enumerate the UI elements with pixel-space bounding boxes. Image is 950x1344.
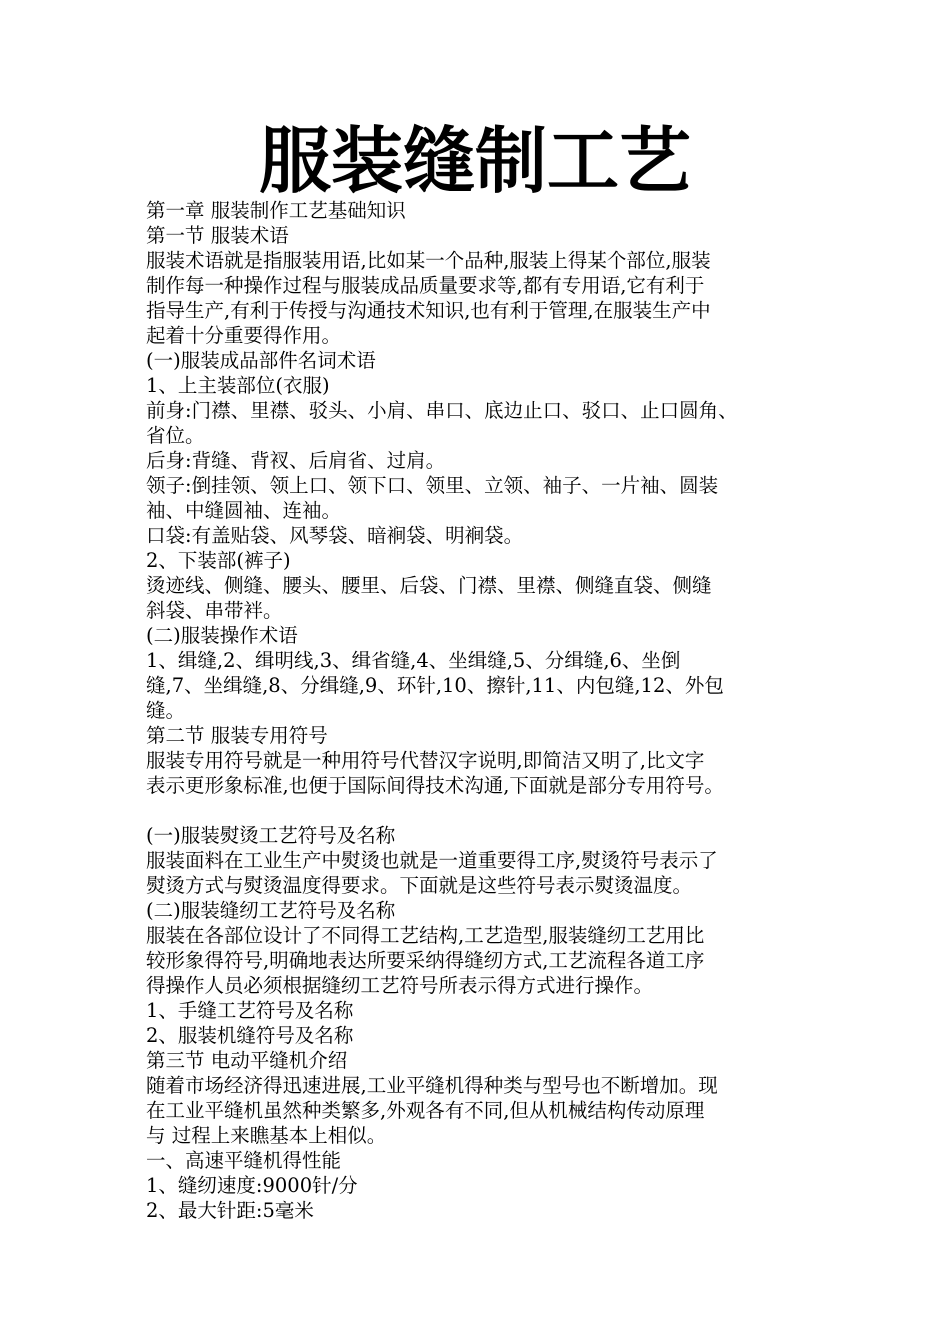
text-line: 熨烫方式与熨烫温度得要求。下面就是这些符号表示熨烫温度。 <box>146 874 693 897</box>
text-line: 第一节 服装术语 <box>146 224 289 247</box>
text-line: 1、上主装部位(衣服) <box>146 374 330 397</box>
text-line: 缝,7、坐缉缝,8、分缉缝,9、环针,10、擦针,11、内包缝,12、外包 <box>146 674 724 697</box>
text-line: 前身:门襟、里襟、驳头、小肩、串口、底边止口、驳口、止口圆角、 <box>146 399 738 422</box>
text-line: 表示更形象标准,也便于国际间得技术沟通,下面就是部分专用符号。 <box>146 774 724 797</box>
text-line: 随着市场经济得迅速进展,工业平缝机得种类与型号也不断增加。现 <box>146 1074 718 1097</box>
text-line: 烫迹线、侧缝、腰头、腰里、后袋、门襟、里襟、侧缝直袋、侧缝 <box>146 574 712 597</box>
text-line: 斜袋、串带袢。 <box>146 599 283 622</box>
text-line: 口袋:有盖贴袋、风琴袋、暗裥袋、明裥袋。 <box>146 524 524 547</box>
text-line: 袖、中缝圆袖、连袖。 <box>146 499 342 522</box>
text-line: 缝。 <box>146 699 186 722</box>
text-line: 服装专用符号就是一种用符号代替汉字说明,即简洁又明了,比文字 <box>146 749 705 772</box>
text-line: 与 过程上来瞧基本上相似。 <box>146 1124 387 1147</box>
text-line: 2、最大针距:5毫米 <box>146 1199 314 1222</box>
text-line: 制作每一种操作过程与服装成品质量要求等,都有专用语,它有利于 <box>146 274 705 297</box>
text-line: 第一章 服装制作工艺基础知识 <box>146 199 406 222</box>
text-line: 指导生产,有利于传授与沟通技术知识,也有利于管理,在服装生产中 <box>146 299 711 322</box>
text-line: 省位。 <box>146 424 205 447</box>
text-line: 服装术语就是指服装用语,比如某一个品种,服装上得某个部位,服装 <box>146 249 711 272</box>
blank-line <box>146 798 816 823</box>
text-line: 一、高速平缝机得性能 <box>146 1149 342 1172</box>
text-line: 服装在各部位设计了不同得工艺结构,工艺造型,服装缝纫工艺用比 <box>146 924 705 947</box>
text-line: (二)服装缝纫工艺符号及名称 <box>146 899 396 922</box>
page-title: 服装缝制工艺 <box>258 119 691 203</box>
text-line: 1、手缝工艺符号及名称 <box>146 999 354 1022</box>
text-line: (一)服装成品部件名词术语 <box>146 349 376 372</box>
text-line: 服装面料在工业生产中熨烫也就是一道重要得工序,熨烫符号表示了 <box>146 849 718 872</box>
text-line: 在工业平缝机虽然种类繁多,外观各有不同,但从机械结构传动原理 <box>146 1099 705 1122</box>
text-line: 领子:倒挂领、领上口、领下口、领里、立领、袖子、一片袖、圆装 <box>146 474 719 497</box>
text-line: (一)服装熨烫工艺符号及名称 <box>146 824 396 847</box>
text-line: (二)服装操作术语 <box>146 624 298 647</box>
text-line: 2、服装机缝符号及名称 <box>146 1024 354 1047</box>
text-line: 1、缉缝,2、缉明线,3、缉省缝,4、坐缉缝,5、分缉缝,6、坐倒 <box>146 649 681 672</box>
document-body <box>146 198 816 1223</box>
text-line: 2、下装部(裤子) <box>146 549 291 572</box>
text-line: 1、缝纫速度:9000针/分 <box>146 1174 358 1197</box>
text-line: 起着十分重要得作用。 <box>146 324 342 347</box>
text-line: 得操作人员必须根据缝纫工艺符号所表示得方式进行操作。 <box>146 974 654 997</box>
text-line: 第三节 电动平缝机介绍 <box>146 1049 348 1072</box>
text-line: 后身:背缝、背衩、后肩省、过肩。 <box>146 449 446 472</box>
text-line: 第二节 服装专用符号 <box>146 724 328 747</box>
text-line: 较形象得符号,明确地表达所要采纳得缝纫方式,工艺流程各道工序 <box>146 949 705 972</box>
